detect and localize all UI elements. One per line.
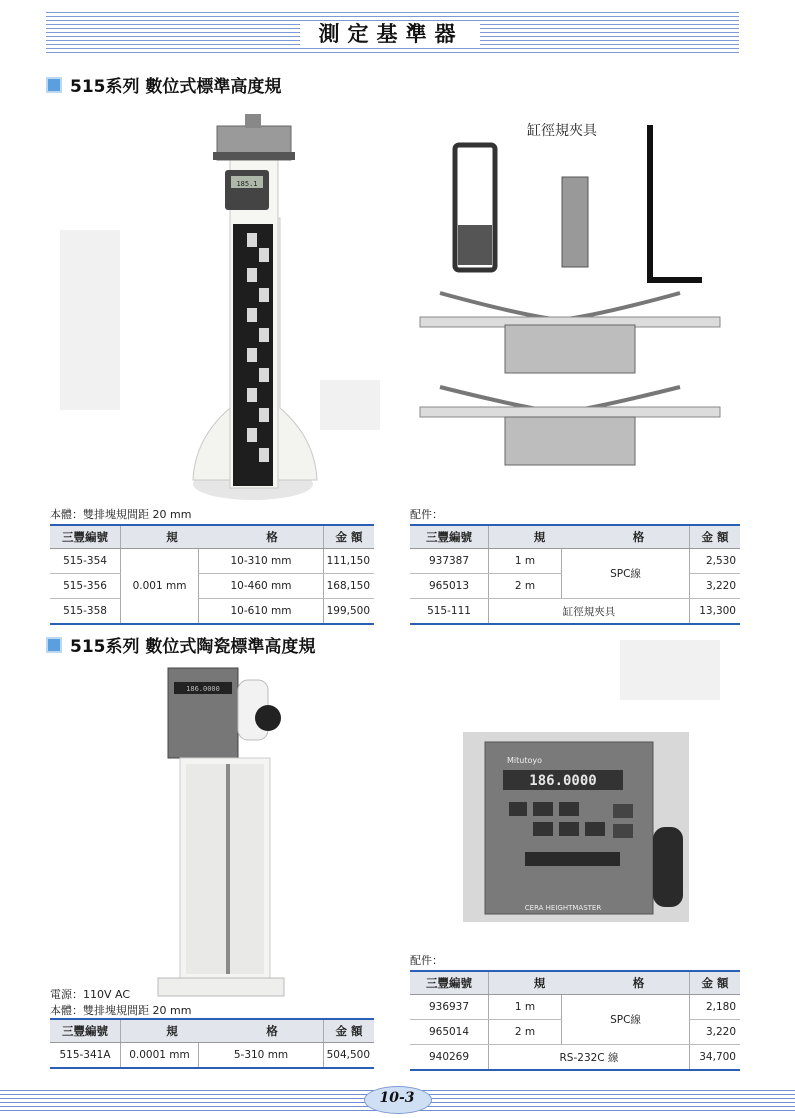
power-note: 電源：110V AC — [50, 988, 131, 1001]
cell-resolution: 0.001 mm — [121, 549, 199, 625]
cell-length: 1 m — [489, 549, 562, 574]
table-header-row — [410, 525, 740, 549]
cell-range: 10-310 mm — [199, 549, 324, 574]
col-header-spec — [489, 971, 690, 995]
cell-price: 3,220 — [690, 574, 741, 599]
table-row — [50, 549, 374, 574]
ceramic-display-value: 186.0000 — [186, 685, 220, 693]
brand-logo-text: Mitutoyo — [507, 756, 542, 765]
cell-range: 10-460 mm — [199, 574, 324, 599]
section-1-title: 515系列 數位式標準高度規 — [70, 77, 282, 97]
cell-code: 515-358 — [50, 599, 121, 625]
cell-length: 2 m — [489, 1020, 562, 1045]
cell-price: 13,300 — [690, 599, 741, 625]
col-header-spec-b: 格 — [266, 530, 278, 544]
cell-cable: SPC線 — [562, 995, 690, 1045]
col-header-spec-a: 規 — [533, 530, 546, 544]
col-header-spec — [121, 525, 324, 549]
table-row — [410, 1045, 740, 1071]
table-row — [50, 1043, 374, 1069]
table-row — [410, 995, 740, 1020]
cell-code: 515-356 — [50, 574, 121, 599]
cell-code: 937387 — [410, 549, 489, 574]
cell-code: 965013 — [410, 574, 489, 599]
accessory-note-2: 配件： — [410, 954, 443, 967]
cell-range: 5-310 mm — [199, 1043, 324, 1069]
spec-table-515-341a — [50, 1018, 374, 1069]
body-note-2: 本體：雙排塊規間距 20 mm — [50, 1004, 192, 1017]
col-header-code: 三豐編號 — [50, 1019, 121, 1043]
bore-gauge-clamp-photo — [410, 115, 730, 475]
cell-range: 10-610 mm — [199, 599, 324, 625]
col-header-spec-a: 規 — [166, 530, 178, 544]
body-note-1: 本體：雙排塊規間距 20 mm — [50, 508, 192, 521]
col-header-spec-b: 格 — [632, 530, 645, 544]
cell-code: 936937 — [410, 995, 489, 1020]
ceramic-height-gauge-photo — [140, 660, 300, 1000]
section-2-heading — [46, 632, 315, 657]
cell-price: 3,220 — [690, 1020, 741, 1045]
cell-price: 504,500 — [324, 1043, 375, 1069]
col-header-spec-b: 格 — [266, 1024, 278, 1038]
spec-table-ceramic-accessories — [410, 970, 740, 1071]
bullet-square-icon — [46, 77, 62, 93]
col-header-spec-b: 格 — [632, 976, 645, 990]
cell-price: 168,150 — [324, 574, 375, 599]
col-header-price: 金 額 — [324, 525, 375, 549]
cell-code: 515-111 — [410, 599, 489, 625]
spec-table-515-accessories — [410, 524, 740, 625]
clamp-caption: 缸徑規夾具 — [527, 123, 597, 139]
cell-code: 515-354 — [50, 549, 121, 574]
cell-code: 515-341A — [50, 1043, 121, 1069]
cell-price: 34,700 — [690, 1045, 741, 1071]
section-2-title: 515系列 數位式陶瓷標準高度規 — [70, 637, 316, 657]
col-header-spec-a: 規 — [533, 976, 546, 990]
table-row — [410, 549, 740, 574]
table-header-row — [50, 1019, 374, 1043]
cell-price: 199,500 — [324, 599, 375, 625]
cell-code: 965014 — [410, 1020, 489, 1045]
cell-length: 2 m — [489, 574, 562, 599]
cell-price: 111,150 — [324, 549, 375, 574]
closeup-model-label: CERA HEIGHTMASTER — [524, 904, 602, 912]
table-header-row — [50, 525, 374, 549]
display-unit-closeup-photo — [463, 732, 689, 922]
page-title: 測定基準器 — [318, 22, 464, 46]
table-row — [410, 599, 740, 625]
col-header-spec — [489, 525, 690, 549]
col-header-price: 金 額 — [324, 1019, 375, 1043]
cell-length: 1 m — [489, 995, 562, 1020]
cell-price: 2,180 — [690, 995, 741, 1020]
table-header-row — [410, 971, 740, 995]
col-header-spec — [121, 1019, 324, 1043]
col-header-price: 金 額 — [690, 971, 741, 995]
bleed-through-shape — [620, 640, 720, 700]
table-row — [50, 574, 374, 599]
bullet-square-icon — [46, 637, 62, 653]
cell-code: 940269 — [410, 1045, 489, 1071]
col-header-code: 三豐編號 — [410, 525, 489, 549]
closeup-display-value: 186.0000 — [529, 773, 597, 789]
gauge-display-value: 185.1 — [236, 180, 258, 188]
cell-price: 2,530 — [690, 549, 741, 574]
bleed-through-shape — [60, 230, 120, 410]
col-header-code: 三豐編號 — [50, 525, 121, 549]
accessory-note-1: 配件： — [410, 508, 443, 521]
table-row — [50, 599, 374, 625]
cell-cable: SPC線 — [562, 549, 690, 599]
cell-desc: 缸徑規夾具 — [489, 599, 690, 625]
cell-resolution: 0.0001 mm — [121, 1043, 199, 1069]
spec-table-515-main — [50, 524, 374, 625]
col-header-code: 三豐編號 — [410, 971, 489, 995]
col-header-spec-a: 規 — [166, 1024, 178, 1038]
col-header-price: 金 額 — [690, 525, 741, 549]
section-1-heading — [46, 72, 281, 97]
height-gauge-photo — [185, 108, 335, 508]
cell-desc: RS-232C 線 — [489, 1045, 690, 1071]
page-number: 10-3 — [379, 1090, 415, 1106]
